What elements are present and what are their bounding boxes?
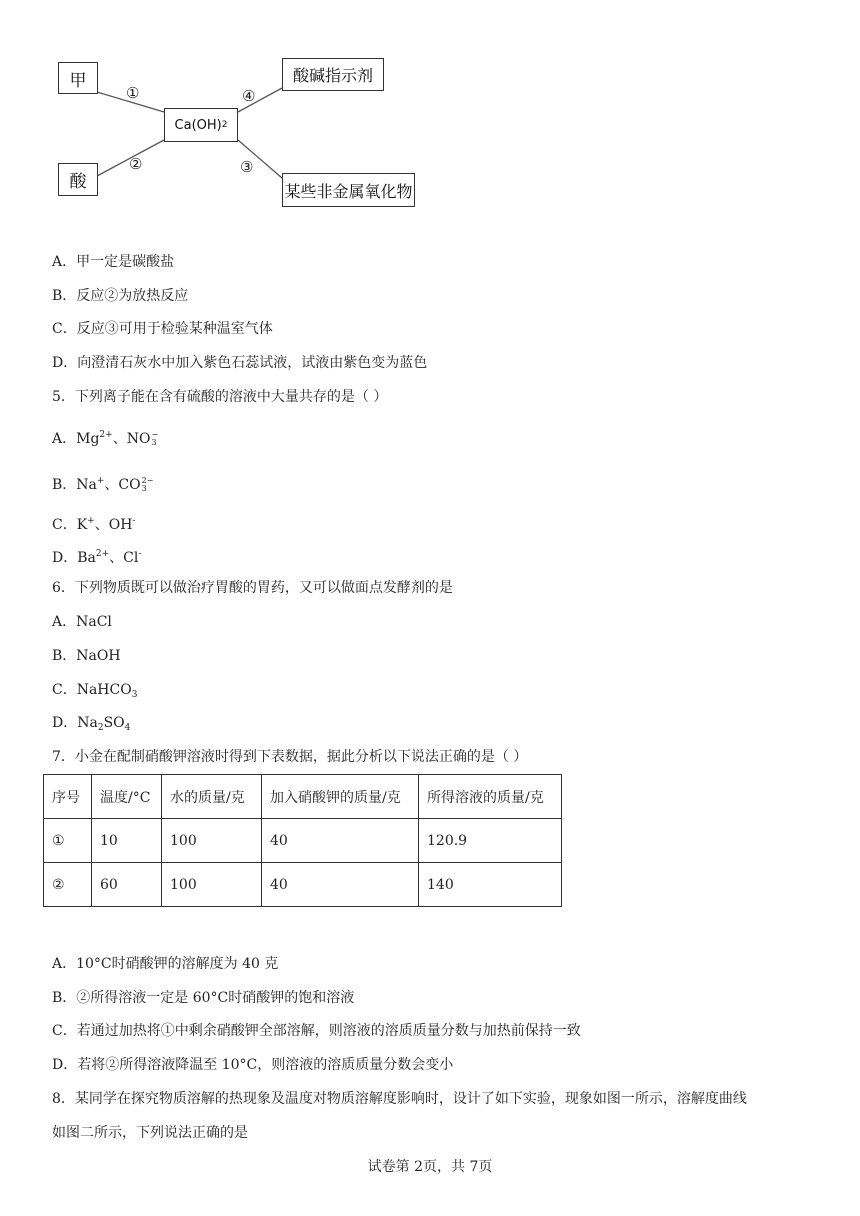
q5-d-ion: 、Cl [109, 550, 139, 566]
q5-b-ion-sub: 3 [141, 484, 147, 493]
table-row [44, 863, 562, 907]
table-cell: 40 [262, 863, 419, 907]
table-row [44, 819, 562, 863]
q5-a-ion-charge: − [151, 430, 159, 439]
q5-a-charge: 2+ [99, 430, 113, 440]
page-footer: 试卷第 2页，共 7页 [367, 1159, 493, 1175]
box-indicator [282, 58, 384, 91]
q8-stem-line1: 8．某同学在探究物质溶解的热现象及温度对物质溶解度影响时，设计了如下实验，现象如图一所示，溶解度曲线 [52, 1091, 747, 1107]
q8-stem-line2: 如图二所示，下列说法正确的是 [52, 1125, 248, 1141]
q7-option-b: B．②所得溶液一定是 60°C时硝酸钾的饱和溶液 [52, 990, 355, 1006]
reaction-diagram [0, 0, 460, 220]
q5-d-charge: 2+ [95, 549, 110, 559]
q6-c-sub: 3 [131, 690, 138, 700]
table-cell: 120.9 [419, 819, 562, 863]
table-header-cell: 所得溶液的质量/克 [419, 775, 562, 819]
table-header-row [44, 775, 562, 819]
q6-option-c [52, 681, 137, 704]
q6-d-mid: SO [103, 715, 125, 731]
q5-b-text: B．Na [52, 477, 97, 493]
q5-b-ion: 、CO [104, 477, 141, 493]
q5-option-d [52, 545, 141, 567]
marker-2: ② [129, 155, 143, 173]
table-header-cell: 序号 [44, 775, 92, 819]
q5-a-ion-sub: 3 [151, 438, 157, 447]
q5-b-charge: + [96, 476, 105, 486]
q5-option-a [52, 426, 158, 448]
marker-3: ③ [240, 158, 254, 176]
q4-option-c: C．反应③可用于检验某种温室气体 [52, 321, 273, 337]
q5-c-ion-charge: - [132, 516, 136, 526]
table-cell: 100 [162, 819, 262, 863]
table-cell: ② [44, 863, 92, 907]
q5-a-ion: 、NO [112, 431, 151, 447]
box-indicator-label: 酸碱指示剂 [292, 66, 373, 85]
q7-option-d: D．若将②所得溶液降温至 10°C，则溶液的溶质质量分数会变小 [52, 1057, 454, 1073]
q5-d-text: D．Ba [52, 550, 96, 566]
q5-a-text: A．Mg [52, 431, 100, 447]
table-cell: 100 [162, 863, 262, 907]
q6-c-text: C．NaHCO [52, 682, 132, 698]
table-cell: 140 [419, 863, 562, 907]
table-cell: 60 [92, 863, 162, 907]
q5-c-text: C．K [52, 517, 88, 533]
marker-1: ① [126, 84, 140, 102]
q5-option-b [52, 472, 153, 494]
box-acid [58, 163, 98, 196]
table-cell: 10 [92, 819, 162, 863]
table-header-cell: 加入硝酸钾的质量/克 [262, 775, 419, 819]
q5-stem: 5．下列离子能在含有硫酸的溶液中大量共存的是（ ） [52, 389, 388, 405]
box-center [164, 108, 238, 142]
q4-option-b: B．反应②为放热反应 [52, 288, 189, 304]
q5-b-stack [142, 477, 154, 493]
q7-option-a: A．10°C时硝酸钾的溶解度为 40 克 [52, 956, 279, 972]
q6-d-sub2: 4 [124, 723, 131, 733]
table-header-cell: 水的质量/克 [162, 775, 262, 819]
q6-option-a: A．NaCl [52, 614, 112, 630]
q6-stem: 6．下列物质既可以做治疗胃酸的胃药，又可以做面点发酵剂的是 [52, 580, 453, 596]
q6-d-text: D．Na [52, 715, 98, 731]
data-table [43, 774, 562, 907]
box-jia [58, 62, 98, 94]
q6-option-d [52, 714, 130, 737]
marker-4: ④ [242, 87, 256, 105]
q4-option-a: A．甲一定是碳酸盐 [52, 254, 175, 270]
q7-option-c: C．若通过加热将①中剩余硝酸钾全部溶解，则溶液的溶质质量分数与加热前保持一致 [52, 1023, 581, 1039]
center-subscript: 2 [221, 120, 228, 130]
q7-stem: 7．小金在配制硝酸钾溶液时得到下表数据，据此分析以下说法正确的是（ ） [52, 749, 528, 765]
box-oxide [282, 173, 415, 207]
q5-c-ion: 、OH [94, 517, 133, 533]
q6-option-b: B．NaOH [52, 648, 121, 664]
q5-c-charge: + [87, 516, 95, 526]
box-jia-label: 甲 [69, 70, 87, 91]
q5-a-stack [151, 431, 158, 447]
q5-option-c [52, 512, 135, 534]
q5-b-ion-charge: 2− [141, 476, 154, 485]
box-oxide-label: 某些非金属氧化物 [284, 181, 413, 201]
table-cell: 40 [262, 819, 419, 863]
table-header-cell: 温度/°C [92, 775, 162, 819]
box-acid-label: 酸 [69, 172, 87, 192]
q6-d-sub: 2 [97, 723, 104, 733]
q5-d-ion-charge: - [138, 549, 142, 559]
center-label: Ca(OH) [174, 117, 222, 133]
q4-option-d: D．向澄清石灰水中加入紫色石蕊试液，试液由紫色变为蓝色 [52, 355, 428, 371]
table-cell: ① [44, 819, 92, 863]
